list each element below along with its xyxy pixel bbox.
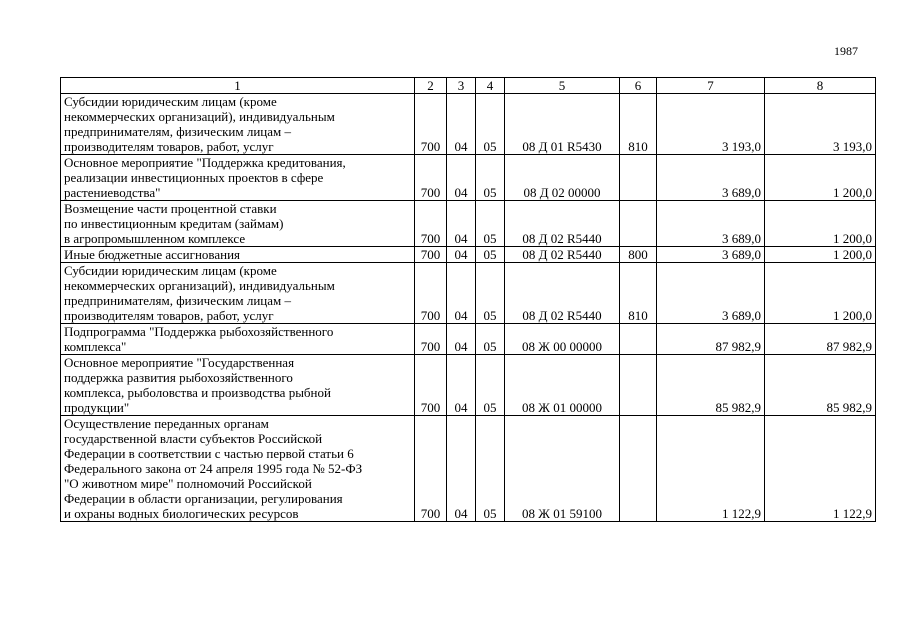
amount-1: 3 193,0 — [657, 94, 765, 155]
item-name-line: предпринимателям, физическим лицам – — [64, 124, 291, 139]
item-name-line: комплекса" — [64, 339, 127, 354]
item-name-line: Субсидии юридическим лицам (кроме — [64, 94, 277, 109]
item-name-line: комплекса, рыболовства и производства рыбной — [64, 385, 331, 400]
item-name-line: государственной власти субъектов Российской — [64, 431, 323, 446]
subsection-code: 04 — [447, 201, 476, 247]
expense-type-code — [620, 155, 657, 201]
amount-2: 85 982,9 — [765, 355, 876, 416]
section-code: 700 — [415, 416, 447, 522]
item-name-line: поддержка развития рыбохозяйственного — [64, 370, 293, 385]
expense-type-code — [620, 201, 657, 247]
table-row — [61, 263, 876, 324]
target-article-code: 08 Д 01 R5430 — [505, 94, 620, 155]
subsection-code: 04 — [447, 416, 476, 522]
section-code: 700 — [415, 324, 447, 355]
item-name-line: Федерации в области организации, регулирования — [64, 491, 343, 506]
item-name-line: Федерации в соответствии с частью первой статьи 6 — [64, 446, 354, 461]
subsection-sub-code: 05 — [476, 94, 505, 155]
amount-1: 87 982,9 — [657, 324, 765, 355]
target-article-code: 08 Д 02 R5440 — [505, 247, 620, 263]
column-header-6: 6 — [620, 78, 657, 94]
subsection-sub-code: 05 — [476, 247, 505, 263]
section-code: 700 — [415, 201, 447, 247]
item-name — [61, 247, 415, 263]
amount-2: 87 982,9 — [765, 324, 876, 355]
table-row — [61, 94, 876, 155]
item-name — [61, 263, 415, 324]
item-name — [61, 201, 415, 247]
subsection-code: 04 — [447, 324, 476, 355]
subsection-sub-code: 05 — [476, 324, 505, 355]
item-name-line: предпринимателям, физическим лицам – — [64, 293, 291, 308]
amount-2: 3 193,0 — [765, 94, 876, 155]
subsection-code: 04 — [447, 247, 476, 263]
section-code: 700 — [415, 355, 447, 416]
item-name — [61, 324, 415, 355]
table-row — [61, 201, 876, 247]
amount-1: 3 689,0 — [657, 263, 765, 324]
item-name-line: некоммерческих организаций), индивидуальным — [64, 109, 335, 124]
item-name — [61, 416, 415, 522]
amount-1: 3 689,0 — [657, 201, 765, 247]
column-header-7: 7 — [657, 78, 765, 94]
column-header-3: 3 — [447, 78, 476, 94]
section-code: 700 — [415, 263, 447, 324]
column-header-8: 8 — [765, 78, 876, 94]
subsection-sub-code: 05 — [476, 201, 505, 247]
amount-1: 1 122,9 — [657, 416, 765, 522]
target-article-code: 08 Д 02 R5440 — [505, 263, 620, 324]
page-number: 1987 — [834, 44, 858, 58]
subsection-sub-code: 05 — [476, 416, 505, 522]
amount-1: 85 982,9 — [657, 355, 765, 416]
item-name-line: Иные бюджетные ассигнования — [64, 247, 241, 262]
table-row — [61, 155, 876, 201]
item-name-line: Субсидии юридическим лицам (кроме — [64, 263, 277, 278]
target-article-code: 08 Д 02 R5440 — [505, 201, 620, 247]
item-name-line: по инвестиционным кредитам (займам) — [64, 216, 284, 231]
subsection-sub-code: 05 — [476, 263, 505, 324]
table-row — [61, 416, 876, 522]
budget-table — [60, 77, 876, 522]
item-name-line: производителям товаров, работ, услуг — [64, 308, 274, 323]
expense-type-code: 800 — [620, 247, 657, 263]
item-name-line: "О животном мире" полномочий Российской — [64, 476, 312, 491]
column-header-2: 2 — [415, 78, 447, 94]
item-name — [61, 155, 415, 201]
amount-1: 3 689,0 — [657, 247, 765, 263]
item-name-line: Основное мероприятие "Государственная — [64, 355, 295, 370]
subsection-code: 04 — [447, 155, 476, 201]
item-name-line: Подпрограмма "Поддержка рыбохозяйственного — [64, 324, 334, 339]
subsection-sub-code: 05 — [476, 155, 505, 201]
item-name-line: Основное мероприятие "Поддержка кредитования, — [64, 155, 346, 170]
subsection-sub-code: 05 — [476, 355, 505, 416]
amount-1: 3 689,0 — [657, 155, 765, 201]
column-header-5: 5 — [505, 78, 620, 94]
target-article-code: 08 Ж 01 59100 — [505, 416, 620, 522]
amount-2: 1 122,9 — [765, 416, 876, 522]
item-name-line: растениеводства" — [64, 185, 161, 200]
subsection-code: 04 — [447, 94, 476, 155]
table-row — [61, 324, 876, 355]
item-name-line: и охраны водных биологических ресурсов — [64, 506, 299, 521]
subsection-code: 04 — [447, 355, 476, 416]
target-article-code: 08 Д 02 00000 — [505, 155, 620, 201]
target-article-code: 08 Ж 01 00000 — [505, 355, 620, 416]
item-name-line: продукции" — [64, 400, 130, 415]
item-name-line: Федерального закона от 24 апреля 1995 года № 52-ФЗ — [64, 461, 363, 476]
item-name-line: некоммерческих организаций), индивидуальным — [64, 278, 335, 293]
section-code: 700 — [415, 247, 447, 263]
section-code: 700 — [415, 155, 447, 201]
amount-2: 1 200,0 — [765, 263, 876, 324]
expense-type-code — [620, 416, 657, 522]
section-code: 700 — [415, 94, 447, 155]
item-name-line: реализации инвестиционных проектов в сфере — [64, 170, 324, 185]
expense-type-code — [620, 324, 657, 355]
header-row — [61, 78, 876, 94]
amount-2: 1 200,0 — [765, 155, 876, 201]
amount-2: 1 200,0 — [765, 201, 876, 247]
item-name — [61, 355, 415, 416]
expense-type-code: 810 — [620, 94, 657, 155]
amount-2: 1 200,0 — [765, 247, 876, 263]
item-name-line: производителям товаров, работ, услуг — [64, 139, 274, 154]
item-name — [61, 94, 415, 155]
expense-type-code — [620, 355, 657, 416]
target-article-code: 08 Ж 00 00000 — [505, 324, 620, 355]
subsection-code: 04 — [447, 263, 476, 324]
column-header-1: 1 — [61, 78, 415, 94]
item-name-line: Возмещение части процентной ставки — [64, 201, 277, 216]
item-name-line: в агропромышленном комплексе — [64, 231, 246, 246]
column-header-4: 4 — [476, 78, 505, 94]
item-name-line: Осуществление переданных органам — [64, 416, 269, 431]
table-row — [61, 247, 876, 263]
table-body — [61, 94, 876, 522]
table-row — [61, 355, 876, 416]
expense-type-code: 810 — [620, 263, 657, 324]
